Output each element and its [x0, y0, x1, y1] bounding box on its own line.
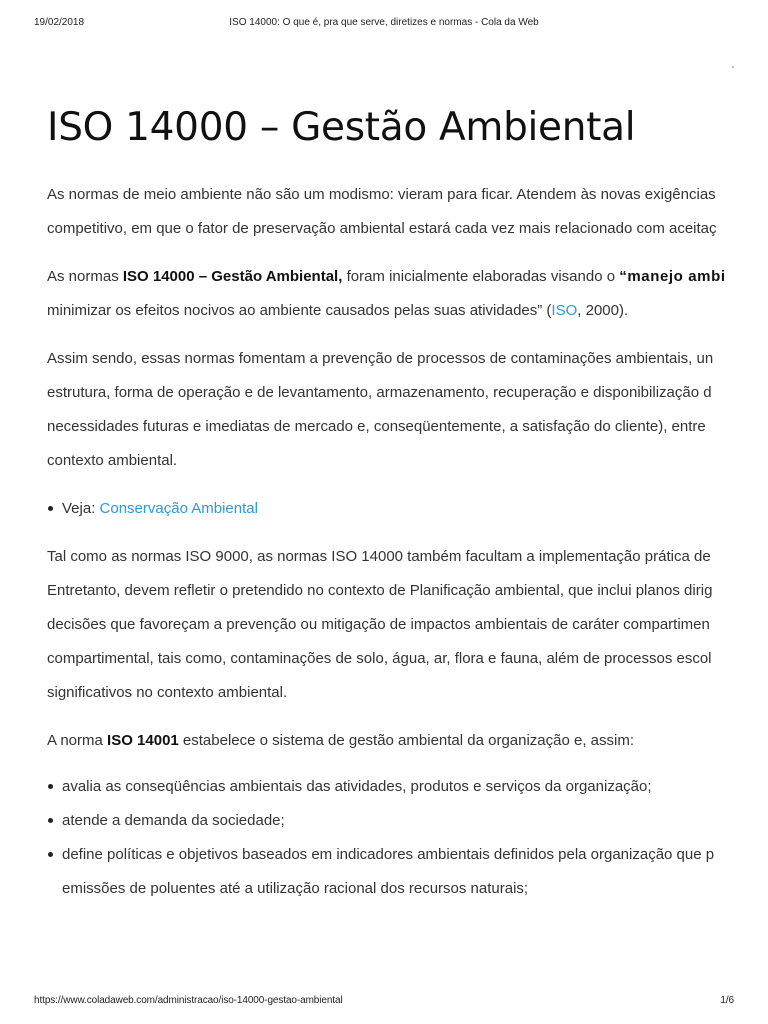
list-item — [47, 838, 733, 906]
paragraph-iso14001 — [47, 724, 733, 758]
iso14001-list — [47, 770, 733, 906]
text-segment: estabelece o sistema de gestão ambiental da organização e, assim: — [178, 732, 635, 749]
paragraph-intro — [47, 178, 733, 246]
paragraph-line: competitivo, em que o fator de preservação ambiental estará cada vez mais relacionado com aceitaç — [47, 220, 717, 237]
page-url: https://www.coladaweb.com/administracao/iso-14000-gestao-ambiental — [34, 995, 343, 1006]
text-segment: A norma — [47, 732, 108, 749]
paragraph-line — [47, 294, 733, 328]
print-page-title: ISO 14000: O que é, pra que serve, diretizes e normas - Cola da Web — [229, 17, 539, 28]
bullet-icon — [48, 784, 53, 789]
paragraph-line: Entretanto, devem refletir o pretendido no contexto de Planificação ambiental, que inclui planos dirig — [47, 582, 713, 599]
print-header — [34, 17, 734, 31]
paragraph-line: necessidades futuras e imediatas de mercado e, conseqüentemente, a satisfação do cliente), entre — [47, 418, 706, 435]
bold-term: ISO 14000 – Gestão Ambiental, — [122, 268, 343, 285]
paragraph-line — [47, 724, 733, 758]
print-footer — [34, 995, 734, 1009]
list-item-text: atende a demanda da sociedade; — [62, 812, 285, 829]
paragraph-line — [47, 260, 733, 294]
article-content — [47, 92, 733, 982]
paragraph-line: compartimental, tais como, contaminações de solo, água, ar, flora e fauna, além de processos escol — [47, 650, 712, 667]
paragraph-line: estrutura, forma de operação e de levantamento, armazenamento, recuperação e disponibilização d — [47, 384, 712, 401]
paragraph-iso14000 — [47, 260, 733, 328]
paragraph-line: significativos no contexto ambiental. — [47, 684, 288, 701]
list-item-text: avalia as conseqüências ambientais das atividades, produtos e serviços da organização; — [62, 778, 652, 795]
list-item — [47, 492, 733, 526]
bullet-icon — [48, 506, 53, 511]
bold-quote: “manejo ambi — [619, 268, 726, 285]
bullet-icon — [48, 818, 53, 823]
paragraph-line: decisões que favoreçam a prevenção ou mitigação de impactos ambientais de caráter compartimen — [47, 616, 710, 633]
paragraph-line: As normas de meio ambiente não são um modismo: vieram para ficar. Atendem às novas exigências — [47, 186, 716, 203]
paragraph-iso9000-comparison — [47, 540, 733, 710]
page-number: 1/6 — [720, 995, 734, 1006]
text-segment: , 2000). — [577, 302, 629, 319]
list-item-text: define políticas e objetivos baseados em indicadores ambientais definidos pela organização que p — [62, 846, 715, 863]
paragraph-prevention — [47, 342, 733, 478]
page-edge-mark — [732, 66, 734, 68]
bullet-icon — [48, 852, 53, 857]
article-title: ISO 14000 – Gestão Ambiental — [47, 105, 636, 150]
list-item — [47, 770, 733, 804]
paragraph-line: Assim sendo, essas normas fomentam a prevenção de processos de contaminações ambientais, un — [47, 350, 714, 367]
text-segment: foram inicialmente elaboradas visando o — [342, 268, 620, 285]
text-segment: minimizar os efeitos nocivos ao ambiente causados pelas suas atividades” ( — [47, 302, 552, 319]
paragraph-line: Tal como as normas ISO 9000, as normas ISO 14000 também facultam a implementação prática de — [47, 548, 711, 565]
text-segment: As normas — [47, 268, 123, 285]
list-item-continuation: emissões de poluentes até a utilização racional dos recursos naturais; — [62, 880, 529, 897]
print-date: 19/02/2018 — [34, 17, 85, 28]
see-also-label: Veja: — [62, 500, 100, 517]
see-also-list — [47, 492, 733, 526]
list-item — [47, 804, 733, 838]
bold-term: ISO 14001 — [107, 732, 179, 749]
paragraph-line: contexto ambiental. — [47, 452, 178, 469]
conservacao-ambiental-link[interactable]: Conservação Ambiental — [99, 500, 258, 517]
iso-link[interactable]: ISO — [551, 302, 578, 319]
